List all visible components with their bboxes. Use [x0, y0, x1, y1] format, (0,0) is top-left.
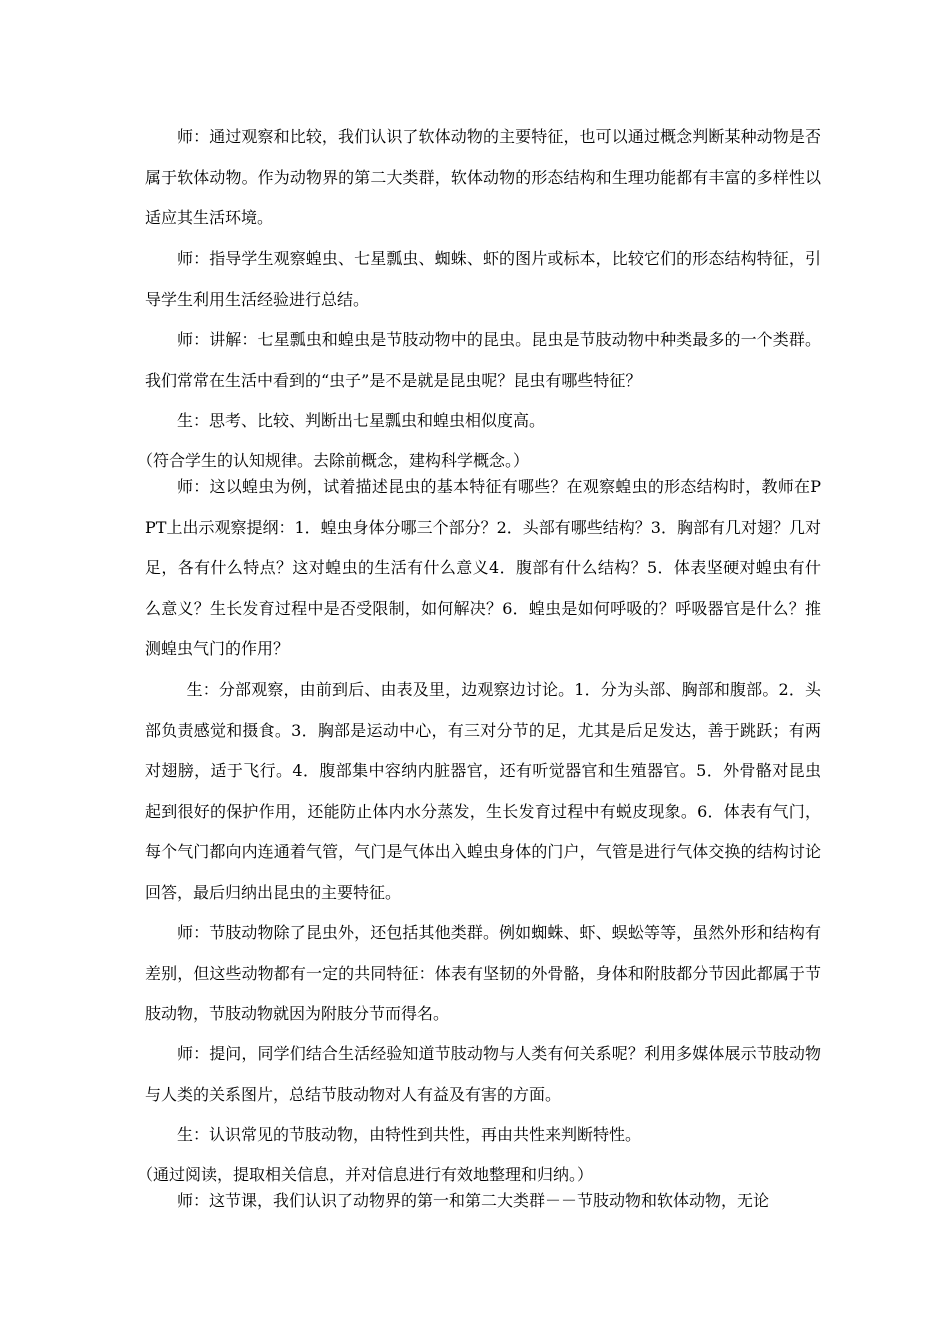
paragraph-class-summary: 师：这节课，我们认识了动物界的第一和第二大类群－－节肢动物和软体动物，无论 [177, 1191, 770, 1210]
paragraph-insect-explanation: 师：讲解：七星瓢虫和蝗虫是节肢动物中的昆虫。昆虫是节肢动物中种类最多的一个类群。我们常常在生活中看到的“虫子”是不是就是昆虫呢？昆虫有哪些特征？ [145, 330, 821, 390]
paragraph-arthropod-features: 师：节肢动物除了昆虫外，还包括其他类群。例如蜘蛛、虾、蜈蚣等等，虽然外形和结构有差别，但这些动物都有一定的共同特征：体表有坚韧的外骨骼，身体和附肢都分节因此都属于节肢动物，节肢动物就因为附肢分节而得名。 [145, 923, 821, 1023]
paragraph-student-thinking: 生：思考、比较、判断出七星瓢虫和蝗虫相似度高。 [177, 411, 546, 430]
paragraph-mollusk-summary: 师：通过观察和比较，我们认识了软体动物的主要特征，也可以通过概念判断某种动物是否属于软体动物。作为动物界的第二大类群，软体动物的形态结构和生理功能都有丰富的多样性以适应其生活环境。 [145, 127, 821, 227]
note-cognition: （符合学生的认知规律。去除前概念，建构科学概念。） [137, 451, 530, 470]
paragraph-student-answers: 生：分部观察，由前到后、由表及里，边观察边讨论。1．分为头部、胸部和腹部。2．头部负责感觉和摄食。3．胸部是运动中心，有三对分节的足，尤其是后足发达，善于跳跃；有两对翅膀，适于飞行。4．腹部集中容纳内脏器官，还有听觉器官和生殖器官。5．外骨骼对昆虫起到很好的保护作用，还能防止体内水分蒸发，生长发育过程中有蜕皮现象。6．体表有气门，每个气门都向内连通着气管，气门是气体出入蝗虫身体的门户，气管是进行气体交换的结构讨论回答，最后归纳出昆虫的主要特征。 [145, 680, 821, 902]
paragraph-locust-outline: 师：这以蝗虫为例，试着描述昆虫的基本特征有哪些？在观察蝗虫的形态结构时，教师在PPT上出示观察提纲：1．蝗虫身体分哪三个部分？2．头部有哪些结构？3．胸部有几对翅？几对足，各有什么特点？这对蝗虫的生活有什么意义4．腹部有什么结构？5．体表坚硬对蝗虫有什么意义？生长发育过程中是否受限制，如何解决？6．蝗虫是如何呼吸的？呼吸器官是什么？推测蝗虫气门的作用？ [145, 477, 821, 658]
paragraph-observe-guidance: 师：指导学生观察蝗虫、七星瓢虫、蜘蛛、虾的图片或标本，比较它们的形态结构特征，引导学生利用生活经验进行总结。 [145, 249, 821, 309]
note-reading: （通过阅读，提取相关信息，并对信息进行有效地整理和归纳。） [137, 1165, 594, 1184]
paragraph-human-relation: 师：提问，同学们结合生活经验知道节肢动物与人类有何关系呢？利用多媒体展示节肢动物与人类的关系图片，总结节肢动物对人有益及有害的方面。 [145, 1044, 821, 1104]
paragraph-student-recognize: 生：认识常见的节肢动物，由特性到共性，再由共性来判断特性。 [177, 1125, 642, 1144]
